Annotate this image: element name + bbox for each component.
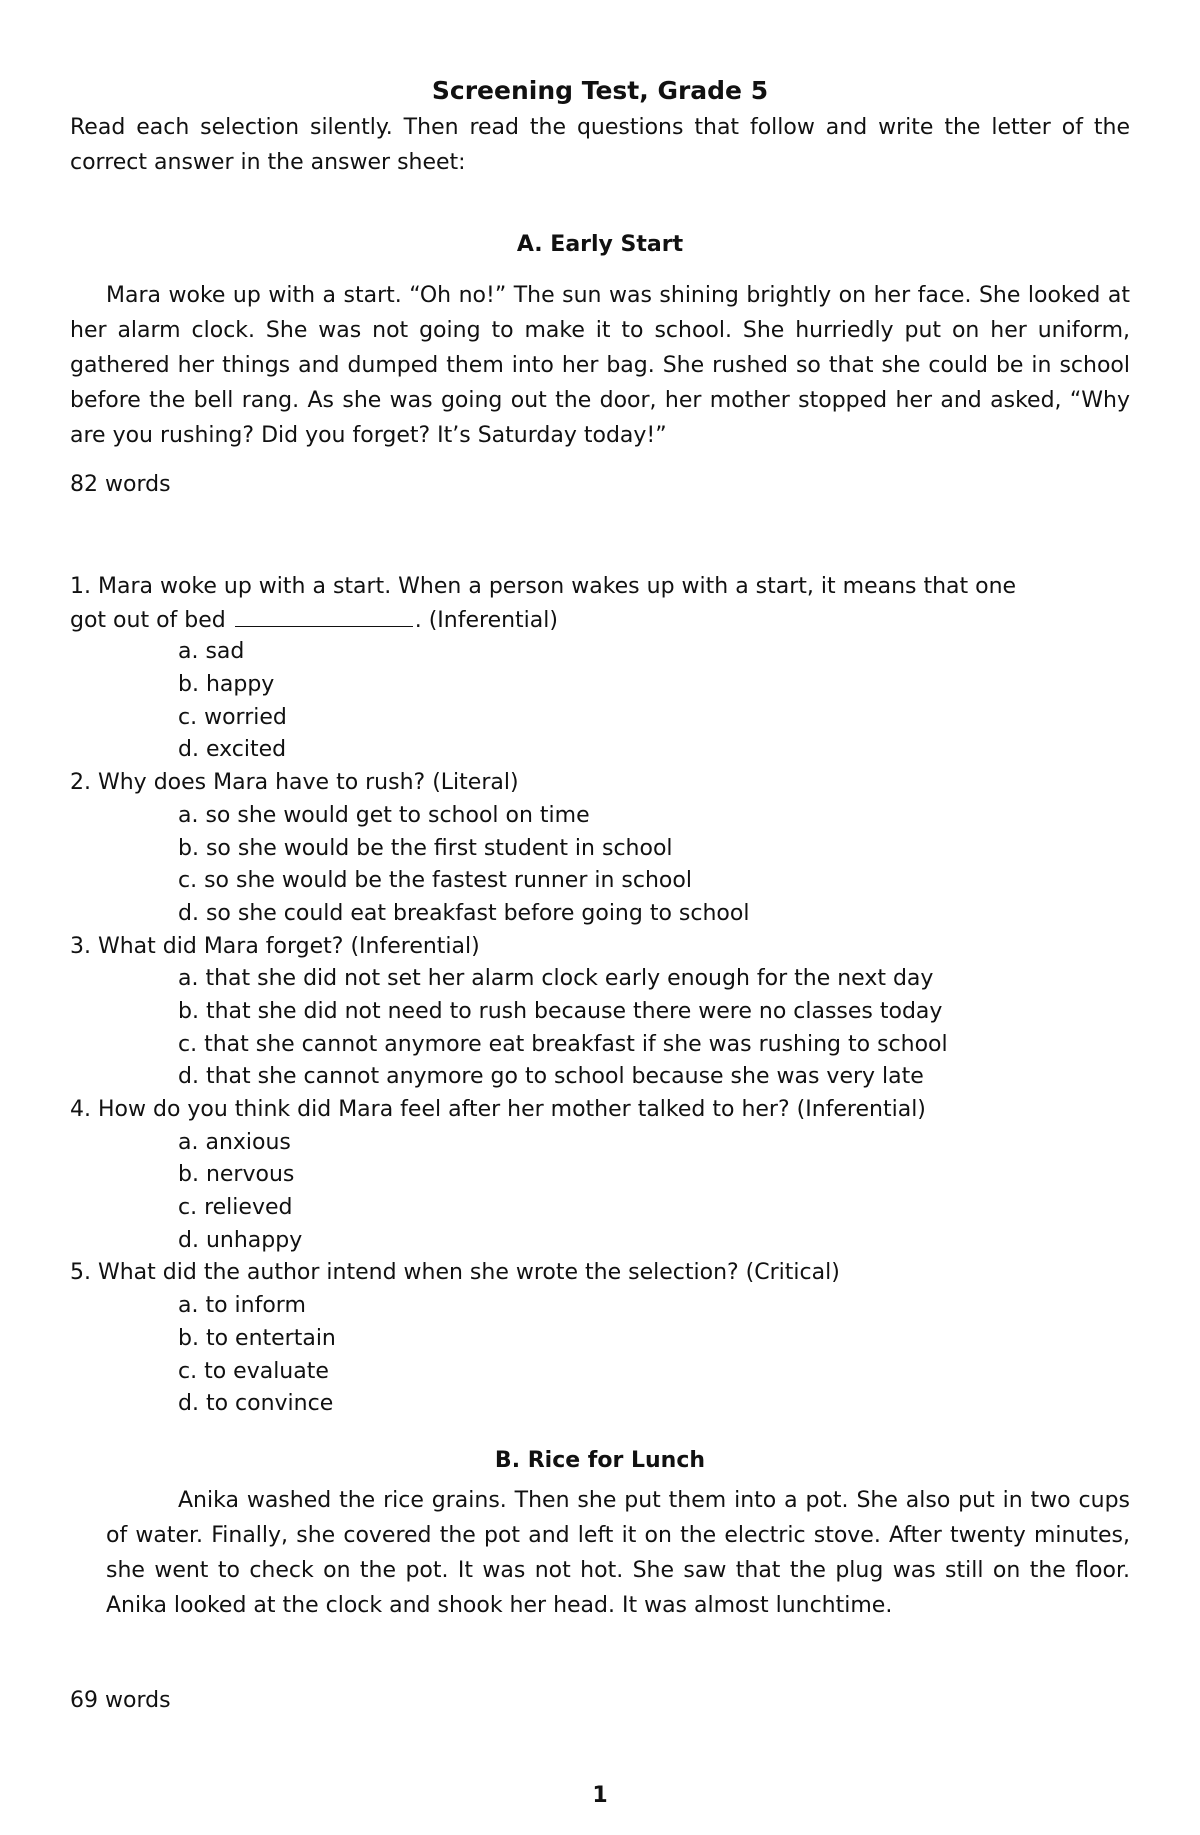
question-2-stem: 2. Why does Mara have to rush? (Literal) <box>70 770 519 796</box>
question-1-stem-continued <box>70 604 1130 637</box>
option-1c: c. worried <box>178 704 287 730</box>
question-5 <box>70 1257 1130 1420</box>
option-2c: c. so she would be the fastest runner in school <box>178 868 692 894</box>
option-1d: d. excited <box>178 737 287 763</box>
question-4-stem: 4. How do you think did Mara feel after her mother talked to her? (Inferential) <box>70 1097 926 1122</box>
option-5b: b. to entertain <box>178 1325 336 1351</box>
option-5d: d. to convince <box>178 1391 334 1417</box>
question-3 <box>70 931 1130 1094</box>
question-4 <box>70 1094 1130 1257</box>
option-3c: c. that she cannot anymore eat breakfast if she was rushing to school <box>178 1031 948 1057</box>
section-a-heading: A. Early Start <box>516 232 684 257</box>
option-4b: b. nervous <box>178 1162 295 1188</box>
section-a-word-count: 82 words <box>70 472 171 497</box>
option-5a: a. to inform <box>178 1293 306 1319</box>
question-list <box>70 571 1130 1421</box>
option-1a: a. sad <box>178 639 245 665</box>
section-a-passage: Mara woke up with a start. “Oh no!” The sun was shining brightly on her face. She looked at her alarm clock. She was not going to make it to school. She hurriedly put on her uniform, gathered her things and dumped them into her bag. She rushed so that she could be in school before the bell rang. As she was going out the door, her mother stopped her and asked, “Why are you rushing? Did you forget? It’s Saturday today!” <box>70 283 1130 448</box>
option-5c: c. to evaluate <box>178 1358 329 1384</box>
option-3b: b. that she did not need to rush because there were no classes today <box>178 998 943 1024</box>
option-4a: a. anxious <box>178 1129 291 1155</box>
question-1 <box>70 571 1130 767</box>
option-4c: c. relieved <box>178 1195 293 1221</box>
option-2b: b. so she would be the first student in school <box>178 835 673 861</box>
question-3-stem: 3. What did Mara forget? (Inferential) <box>70 933 480 959</box>
question-2 <box>70 767 1130 930</box>
question-1-stem-lead: got out of bed <box>70 607 226 633</box>
option-3d: d. that she cannot anymore go to school because she was very late <box>178 1064 924 1090</box>
option-4d: d. unhappy <box>178 1227 303 1253</box>
question-5-stem: 5. What did the author intend when she wrote the selection? (Critical) <box>70 1260 840 1286</box>
section-b-word-count: 69 words <box>70 1688 171 1713</box>
option-1b: b. happy <box>178 672 275 698</box>
page-title: Screening Test, Grade 5 <box>431 76 769 105</box>
option-2a: a. so she would get to school on time <box>178 802 590 828</box>
option-2d: d. so she could eat breakfast before going to school <box>178 900 750 926</box>
instructions: Read each selection silently. Then read the questions that follow and write the letter of the correct answer in the answer sheet: <box>70 115 1130 175</box>
answer-blank <box>235 604 413 627</box>
page-number: 1 <box>592 1783 608 1808</box>
question-1-stem-tail: . (Inferential) <box>414 607 558 633</box>
question-1-stem: 1. Mara woke up with a start. When a person wakes up with a start, it means that one <box>70 574 1017 599</box>
section-b-passage: Anika washed the rice grains. Then she put them into a pot. She also put in two cups of water. Finally, she covered the pot and left it on the electric stove. After twenty minutes, she went to check on the pot. It was not hot. She saw that the plug was still on the floor. Anika looked at the clock and shook her head. It was almost lunchtime. <box>106 1488 1130 1618</box>
option-3a: a. that she did not set her alarm clock early enough for the next day <box>178 966 934 992</box>
section-b-heading: B. Rice for Lunch <box>494 1448 706 1473</box>
